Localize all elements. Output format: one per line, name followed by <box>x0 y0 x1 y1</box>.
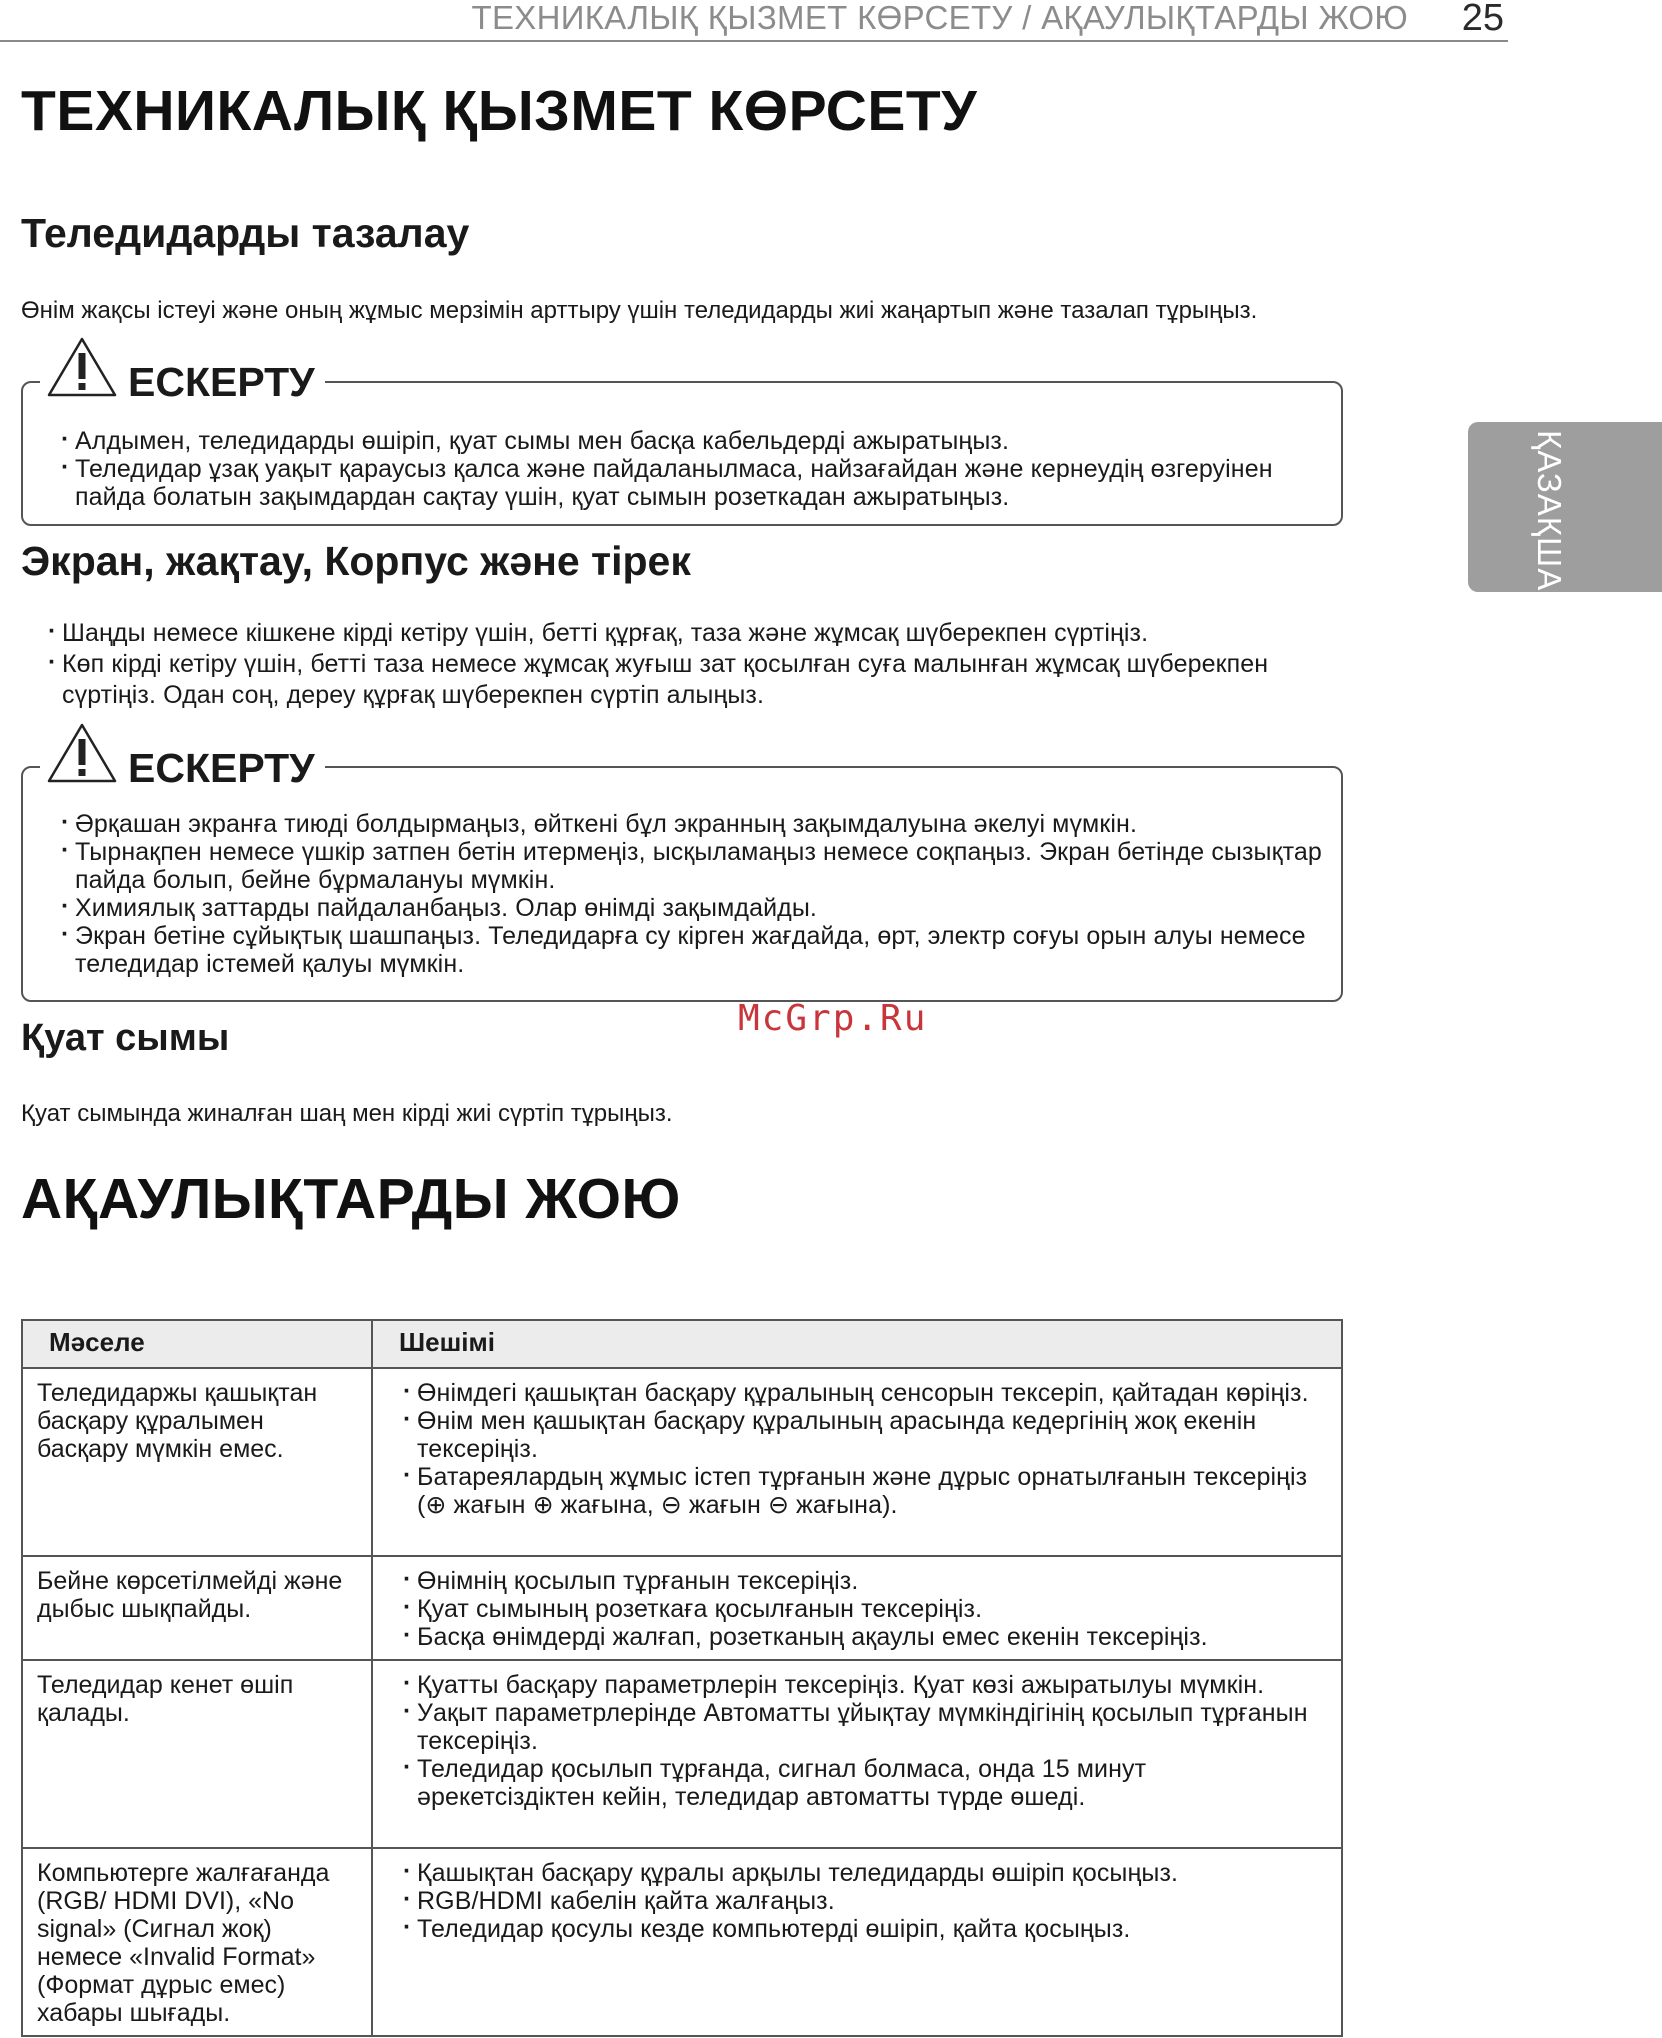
solution-item: · Өнім мен қашықтан басқару құралының арасында кедергінің жоқ екенін тексеріңіз. <box>403 1407 1327 1463</box>
list-item: · Көп кірді кетіру үшін, бетті таза немесе жұмсақ жуғыш зат қосылған суға малынған жұмсақ шүберекпен сүртіңіз. Одан соң, дереу құрғақ шүберекпен сүртіп алыңыз. <box>48 649 1288 711</box>
table-row <box>22 1368 1342 1556</box>
troubleshooting-title: АҚАУЛЫҚТАРДЫ ЖОЮ <box>21 1167 681 1231</box>
warning-triangle-icon <box>46 335 118 404</box>
screen-title: Экран, жақтау, Корпус және тірек <box>21 538 691 584</box>
warning-triangle-icon <box>46 721 118 790</box>
solution-list <box>387 1565 1327 1651</box>
solution-item: · Қуат сымының розеткаға қосылғанын тексеріңіз. <box>403 1595 1327 1623</box>
caution-header-cleaning <box>40 335 325 404</box>
solution-item: · Өнімнің қосылып тұрғанын тексеріңіз. <box>403 1567 1327 1595</box>
solution-item: · Теледидар қосылып тұрғанда, сигнал болмаса, онда 15 минут әрекетсіздіктен кейін, теледидар автоматты түрде өшеді. <box>403 1755 1327 1811</box>
running-title: ТЕХНИКАЛЫҚ ҚЫЗМЕТ КӨРСЕТУ / АҚАУЛЫҚТАРДЫ ЖОЮ <box>471 0 1408 36</box>
solution-item: · Қашықтан басқару құралы арқылы теледидарды өшіріп қосыңыз. <box>403 1859 1327 1887</box>
caution-list-cleaning <box>61 427 1321 511</box>
column-header-solution: Шешімі <box>372 1320 1342 1368</box>
solution-item: · Қуатты басқару параметрлерін тексеріңіз. Қуат көзі ажыратылуы мүмкін. <box>403 1671 1327 1699</box>
cleaning-intro: Өнім жақсы істеуі және оның жұмыс мерзімін арттыру үшін теледидарды жиі жаңартып және тазалап тұрыңыз. <box>21 297 1258 324</box>
solution-item: · Өнімдегі қашықтан басқару құралының сенсорын тексеріп, қайтадан көріңіз. <box>403 1379 1327 1407</box>
caution-title: ЕСКЕРТУ <box>128 745 315 791</box>
solution-cell <box>372 1556 1342 1660</box>
solution-cell <box>372 1848 1342 2036</box>
page-number: 25 <box>1461 0 1504 39</box>
problem-cell: Теледидар кенет өшіп қалады. <box>22 1660 372 1848</box>
table-row <box>22 1556 1342 1660</box>
caution-item: · Теледидар ұзақ уақыт қараусыз қалса және пайдаланылмаса, найзағайдан және кернеудің өзгеруінен пайда болатын зақымдардан сақтау үшін, қуат сымын розеткадан ажыратыңыз. <box>61 455 1321 511</box>
problem-cell: Бейне көрсетілмейді және дыбыс шықпайды. <box>22 1556 372 1660</box>
column-header-problem: Мәселе <box>22 1320 372 1368</box>
cleaning-title: Теледидарды тазалау <box>21 210 470 256</box>
caution-item: · Әрқашан экранға тиюді болдырмаңыз, өйткені бұл экранның зақымдалуына әкелуі мүмкін. <box>61 810 1331 838</box>
watermark: McGrp.Ru <box>738 998 928 1039</box>
power-cord-title: Қуат сымы <box>21 1017 230 1059</box>
solution-item: · Теледидар қосулы кезде компьютерді өшіріп, қайта қосыңыз. <box>403 1915 1327 1943</box>
solution-list <box>387 1669 1327 1811</box>
table-header-row <box>22 1320 1342 1368</box>
running-header <box>0 0 1508 42</box>
solution-item: · Басқа өнімдерді жалғап, розетканың ақаулы емес екенін тексеріңіз. <box>403 1623 1327 1651</box>
table-row <box>22 1848 1342 2036</box>
solution-list <box>387 1857 1327 1943</box>
language-tab <box>1468 422 1662 592</box>
power-cord-text: Қуат сымында жиналған шаң мен кірді жиі сүртіп тұрыңыз. <box>21 1100 673 1127</box>
table-row <box>22 1660 1342 1848</box>
problem-cell: Компьютерге жалғағанда (RGB/ HDMI DVI), «No signal» (Сигнал жоқ) немесе «Invalid Format» (Формат дұрыс емес) хабары шығады. <box>22 1848 372 2036</box>
maintenance-title: ТЕХНИКАЛЫҚ ҚЫЗМЕТ КӨРСЕТУ <box>21 79 978 143</box>
solution-item: · Батареялардың жұмыс істеп тұрғанын және дұрыс орнатылғанын тексеріңіз (⊕ жағын ⊕ жағына, ⊖ жағын ⊖ жағына). <box>403 1463 1327 1519</box>
caution-item: · Тырнақпен немесе үшкір затпен бетін итермеңіз, ысқыламаңыз немесе соқпаңыз. Экран бетінде сызықтар пайда болып, бейне бұрмалануы мүмкін. <box>61 838 1331 894</box>
screen-list <box>48 618 1288 711</box>
solution-item: · RGB/HDMI кабелін қайта жалғаңыз. <box>403 1887 1327 1915</box>
caution-item: · Экран бетіне сұйықтық шашпаңыз. Теледидарға су кірген жағдайда, өрт, электр соғуы орын алуы немесе теледидар істемей қалуы мүмкін. <box>61 922 1331 978</box>
solution-cell <box>372 1368 1342 1556</box>
caution-list-screen <box>61 810 1331 978</box>
solution-cell <box>372 1660 1342 1848</box>
list-item: · Шаңды немесе кішкене кірді кетіру үшін, бетті құрғақ, таза және жұмсақ шүберекпен сүртіңіз. <box>48 618 1288 649</box>
troubleshooting-table <box>21 1319 1343 2037</box>
caution-item: · Алдымен, теледидарды өшіріп, қуат сымы мен басқа кабельдерді ажыратыңыз. <box>61 427 1321 455</box>
caution-box-screen <box>21 766 1343 1002</box>
language-tab-label: ҚАЗАҚША <box>1531 430 1568 592</box>
solution-list <box>387 1377 1327 1519</box>
problem-cell: Теледидаржы қашықтан басқару құралымен басқару мүмкін емес. <box>22 1368 372 1556</box>
caution-item: · Химиялық заттарды пайдаланбаңыз. Олар өнімді зақымдайды. <box>61 894 1331 922</box>
caution-header-screen <box>40 721 325 790</box>
caution-title: ЕСКЕРТУ <box>128 359 315 405</box>
solution-item: · Уақыт параметрлерінде Автоматты ұйықтау мүмкіндігінің қосылып тұрғанын тексеріңіз. <box>403 1699 1327 1755</box>
